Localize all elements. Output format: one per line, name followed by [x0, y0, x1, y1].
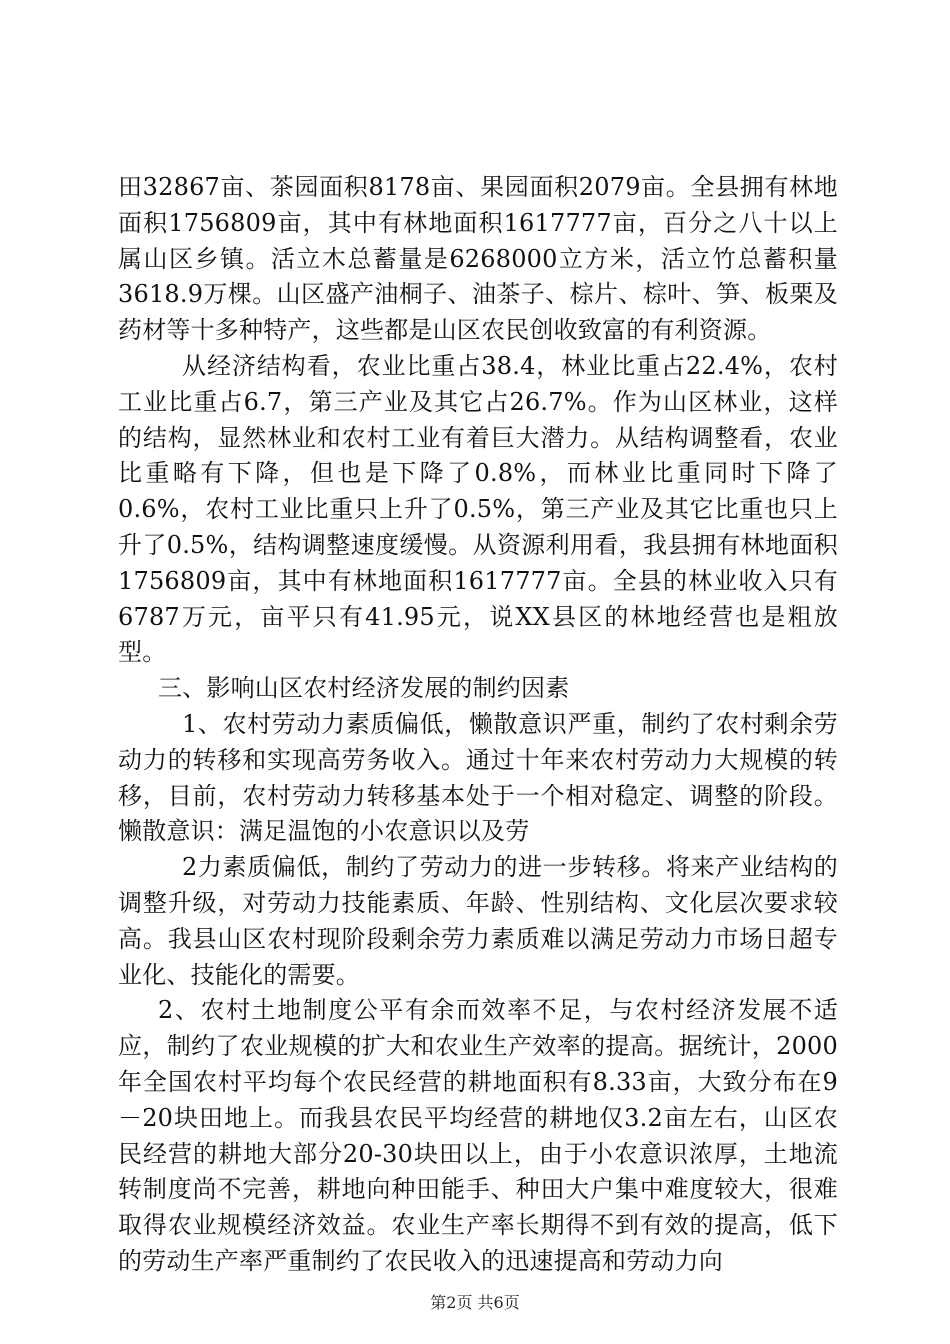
- paragraph-land-system: 2、农村土地制度公平有余而效率不足，与农村经济发展不适应，制约了农业规模的扩大和农业生产效率的提高。据统计，2000年全国农村平均每个农民经营的耕地面积有8.33亩，大致分布在9－20块田地上。而我县农民平均经营的耕地仅3.2亩左右，山区农民经营的耕地大部分20-30块田以上，由于小农意识浓厚，土地流转制度尚不完善，耕地向种田能手、种田大户集中难度较大，很难取得农业规模经济效益。农业生产率长期得不到有效的提高，低下的劳动生产率严重制约了农民收入的迅速提高和劳动力向: [118, 996, 838, 1275]
- paragraph-economic-structure: 从经济结构看，农业比重占38.4，林业比重占22.4%，农村工业比重占6.7，第三产业及其它占26.7%。作为山区林业，这样的结构，显然林业和农村工业有着巨大潜力。从结构调整看，农业比重略有下降，但也是下降了0.8%，而林业比重同时下降了0.6%，农村工业比重只上升了0.5%，第三产业及其它比重也只上升了0.5%，结构调整速度缓慢。从资源利用看，我县拥有林地面积1756809亩，其中有林地面积1617777亩。全县的林业收入只有6787万元，亩平只有41.95元，说XX县区的林地经营也是粗放型。: [118, 351, 838, 667]
- paragraph-labor-transfer: 2力素质偏低，制约了劳动力的进一步转移。将来产业结构的调整升级，对劳动力技能素质、年龄、性别结构、文化层次要求较高。我县山区农村现阶段剩余劳力素质难以满足劳动力市场日超专业化、技能化的需要。: [118, 853, 838, 989]
- document-body: [118, 170, 838, 1280]
- paragraph-resources: 田32867亩、茶园面积8178亩、果园面积2079亩。全县拥有林地面积1756809亩，其中有林地面积1617777亩，百分之八十以上属山区乡镇。活立木总蓄量是6268000立方米，活立竹总蓄积量3618.9万棵。山区盛产油桐子、油茶子、棕片、棕叶、笋、板栗及药材等十多种特产，这些都是山区农民创收致富的有利资源。: [118, 173, 838, 345]
- page-number-footer: 第2页 共6页: [430, 1293, 520, 1312]
- section-heading-constraints: 三、影响山区农村经济发展的制约因素: [158, 674, 570, 703]
- paragraph-labor-quality: 1、农村劳动力素质偏低，懒散意识严重，制约了农村剩余劳动力的转移和实现高劳务收入。通过十年来农村劳动力大规模的转移，目前，农村劳动力转移基本处于一个相对稳定、调整的阶段。懒散意识：满足温饱的小农意识以及劳: [118, 709, 838, 846]
